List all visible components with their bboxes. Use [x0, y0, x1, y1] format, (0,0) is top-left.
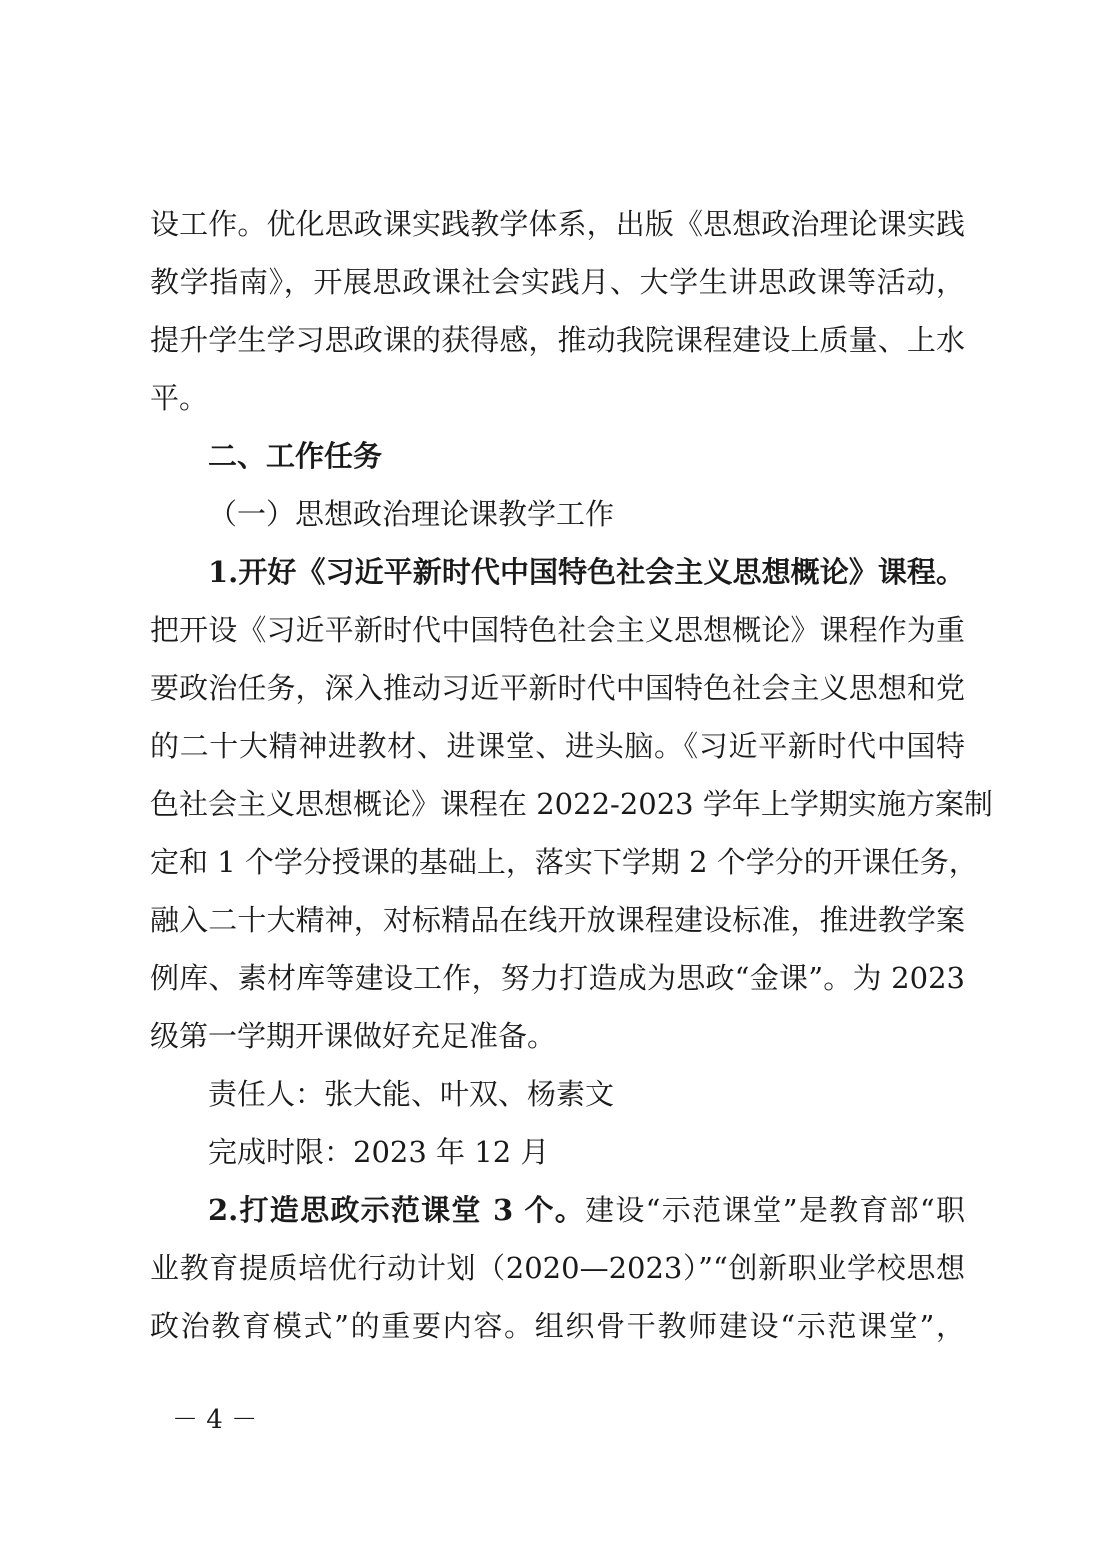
paragraph-line: 色社会主义思想概论》课程在 2022-2023 学年上学期实施方案制: [150, 787, 993, 821]
paragraph-line: 设工作。优化思政课实践教学体系，出版《思想政治理论课实践: [150, 207, 965, 241]
paragraph-line: 把开设《习近平新时代中国特色社会主义思想概论》课程作为重: [150, 613, 965, 647]
responsible-person: 责任人：张大能、叶双、杨素文: [208, 1077, 615, 1111]
sub-heading: （一）思想政治理论课教学工作: [208, 497, 615, 531]
paragraph-line: 定和 1 个学分授课的基础上，落实下学期 2 个学分的开课任务，: [150, 845, 978, 879]
paragraph-line: 融入二十大精神，对标精品在线开放课程建设标准，推进教学案: [150, 903, 965, 937]
deadline: 完成时限：2023 年 12 月: [208, 1135, 550, 1169]
paragraph-line: 平。: [150, 381, 209, 415]
page-number: － 4 －: [172, 1405, 258, 1435]
paragraph-line: 政治教育模式”的重要内容。组织骨干教师建设“示范课堂”，: [150, 1309, 965, 1343]
section-heading: 二、工作任务: [208, 439, 383, 473]
paragraph-line: 提升学生学习思政课的获得感，推动我院课程建设上质量、上水: [150, 323, 965, 357]
paragraph-line: 级第一学期开课做好充足准备。: [150, 1019, 557, 1053]
paragraph-line: 业教育提质培优行动计划（2020—2023）”“创新职业学校思想: [150, 1251, 965, 1285]
paragraph-line: 的二十大精神进教材、进课堂、进头脑。《习近平新时代中国特: [150, 729, 965, 763]
item-title: 2.打造思政示范课堂 3 个。: [208, 1193, 586, 1227]
item-title-rest: 建设“示范课堂”是教育部“职: [585, 1193, 965, 1227]
item-title: 1.开好《习近平新时代中国特色社会主义思想概论》课程。: [208, 555, 965, 589]
item-title-line: [208, 1192, 965, 1228]
paragraph-line: 例库、素材库等建设工作，努力打造成为思政“金课”。为 2023: [150, 961, 965, 995]
paragraph-line: 教学指南》，开展思政课社会实践月、大学生讲思政课等活动，: [150, 265, 965, 299]
paragraph-line: 要政治任务，深入推动习近平新时代中国特色社会主义思想和党: [150, 671, 965, 705]
